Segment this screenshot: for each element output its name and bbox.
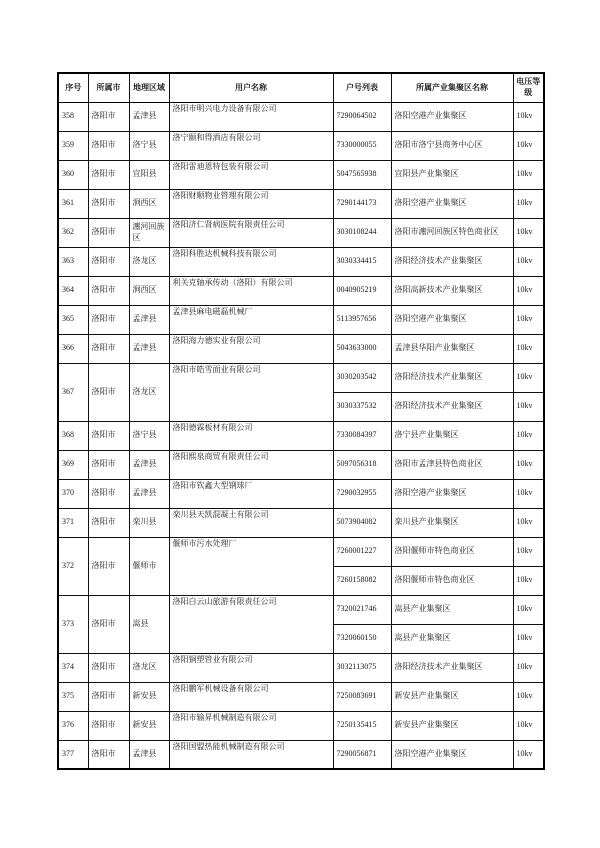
cell-account: 7290144173 xyxy=(333,189,391,218)
cell-region: 孟津县 xyxy=(129,305,169,334)
cell-cluster: 洛阳空港产业集聚区 xyxy=(391,479,513,508)
cell-region: 洛龙区 xyxy=(129,363,169,421)
cell-voltage: 10kv xyxy=(513,450,544,479)
cell-city: 洛阳市 xyxy=(88,305,129,334)
cell-name: 洛阳白云山旅游有限责任公司 xyxy=(169,595,333,653)
table-row xyxy=(58,479,544,508)
cell-no: 375 xyxy=(58,682,88,711)
cell-cluster: 洛宁县产业集聚区 xyxy=(391,421,513,450)
cell-voltage: 10kv xyxy=(513,624,544,653)
cell-name: 洛宁颐和得酒店有限公司 xyxy=(169,131,333,160)
cell-voltage: 10kv xyxy=(513,218,544,247)
cell-no: 377 xyxy=(58,740,88,769)
cell-account: 3030203542 xyxy=(333,363,391,392)
table-body xyxy=(58,102,544,769)
cell-voltage: 10kv xyxy=(513,740,544,769)
cell-city: 洛阳市 xyxy=(88,218,129,247)
cell-region: 新安县 xyxy=(129,711,169,740)
cell-city: 洛阳市 xyxy=(88,421,129,450)
cell-no: 371 xyxy=(58,508,88,537)
cell-no: 374 xyxy=(58,653,88,682)
cell-name: 偃师市污水处理厂 xyxy=(169,537,333,595)
cell-cluster: 洛阳偃师市特色商业区 xyxy=(391,537,513,566)
cell-voltage: 10kv xyxy=(513,276,544,305)
table-row xyxy=(58,247,544,276)
cell-city: 洛阳市 xyxy=(88,508,129,537)
cell-account: 7250135415 xyxy=(333,711,391,740)
cell-region: 新安县 xyxy=(129,682,169,711)
cell-no: 367 xyxy=(58,363,88,421)
cell-name: 洛阳市钦鑫大型钢球厂 xyxy=(169,479,333,508)
cell-account: 3030337532 xyxy=(333,392,391,421)
cell-no: 358 xyxy=(58,102,88,131)
cell-name: 洛阳熙泉商贸有限责任公司 xyxy=(169,450,333,479)
table-row xyxy=(58,102,544,131)
cell-city: 洛阳市 xyxy=(88,160,129,189)
cell-name: 洛阳市明兴电力设备有限公司 xyxy=(169,102,333,131)
cell-city: 洛阳市 xyxy=(88,334,129,363)
cell-name: 孟津县麻电磁磊机械厂 xyxy=(169,305,333,334)
cell-city: 洛阳市 xyxy=(88,740,129,769)
cell-voltage: 10kv xyxy=(513,131,544,160)
cell-voltage: 10kv xyxy=(513,334,544,363)
cell-name: 洛阳济仁肾病医院有限责任公司 xyxy=(169,218,333,247)
cell-no: 360 xyxy=(58,160,88,189)
cell-region: 偃师市 xyxy=(129,537,169,595)
table-row xyxy=(58,653,544,682)
cell-name: 洛阳科胜达机械科技有限公司 xyxy=(169,247,333,276)
cell-region: 洛宁县 xyxy=(129,131,169,160)
cell-account: 7260158082 xyxy=(333,566,391,595)
header-user-name: 用户名称 xyxy=(169,73,333,102)
cell-name: 洛阳铜塑管业有限公司 xyxy=(169,653,333,682)
cell-city: 洛阳市 xyxy=(88,276,129,305)
table-row xyxy=(58,276,544,305)
header-row xyxy=(58,73,544,102)
cell-region: 涧西区 xyxy=(129,189,169,218)
cell-cluster: 洛阳经济技术产业集聚区 xyxy=(391,247,513,276)
cell-city: 洛阳市 xyxy=(88,479,129,508)
cell-voltage: 10kv xyxy=(513,189,544,218)
users-table xyxy=(57,72,545,770)
cell-name: 洛阳德霖板材有限公司 xyxy=(169,421,333,450)
table-row xyxy=(58,305,544,334)
cell-region: 洛龙区 xyxy=(129,653,169,682)
cell-cluster: 嵩县产业集聚区 xyxy=(391,595,513,624)
cell-cluster: 洛阳偃师市特色商业区 xyxy=(391,566,513,595)
cell-region: 宜阳县 xyxy=(129,160,169,189)
cell-no: 362 xyxy=(58,218,88,247)
header-voltage-level: 电压等级 xyxy=(513,73,544,102)
cell-city: 洛阳市 xyxy=(88,189,129,218)
cell-city: 洛阳市 xyxy=(88,450,129,479)
cell-account: 5047565938 xyxy=(333,160,391,189)
header-account-list: 户号列表 xyxy=(333,73,391,102)
header-geographic-region: 地理区域 xyxy=(129,73,169,102)
table-row xyxy=(58,682,544,711)
table-row xyxy=(58,421,544,450)
cell-account: 0040905219 xyxy=(333,276,391,305)
cell-name: 洛阳国盟热能机械制造有限公司 xyxy=(169,740,333,769)
cell-cluster: 洛阳市孟津县特色商业区 xyxy=(391,450,513,479)
cell-no: 368 xyxy=(58,421,88,450)
cell-account: 5073904082 xyxy=(333,508,391,537)
cell-name: 洛阳市输昇机械制造有限公司 xyxy=(169,711,333,740)
cell-voltage: 10kv xyxy=(513,160,544,189)
cell-cluster: 嵩县产业集聚区 xyxy=(391,624,513,653)
cell-name: 洛阳财顺物业管理有限公司 xyxy=(169,189,333,218)
cell-cluster: 洛阳空港产业集聚区 xyxy=(391,189,513,218)
cell-cluster: 宜阳县产业集聚区 xyxy=(391,160,513,189)
cell-account: 3032113075 xyxy=(333,653,391,682)
cell-city: 洛阳市 xyxy=(88,653,129,682)
cell-cluster: 新安县产业集聚区 xyxy=(391,711,513,740)
cell-account: 3030108244 xyxy=(333,218,391,247)
table-row xyxy=(58,334,544,363)
table-row xyxy=(58,450,544,479)
cell-name: 栾川县天凯混凝土有限公司 xyxy=(169,508,333,537)
cell-no: 363 xyxy=(58,247,88,276)
table-header xyxy=(58,73,544,102)
cell-account: 7330084397 xyxy=(333,421,391,450)
cell-cluster: 新安县产业集聚区 xyxy=(391,682,513,711)
cell-voltage: 10kv xyxy=(513,305,544,334)
table-row xyxy=(58,711,544,740)
cell-no: 372 xyxy=(58,537,88,595)
header-serial-number: 序号 xyxy=(58,73,88,102)
cell-voltage: 10kv xyxy=(513,566,544,595)
cell-cluster: 洛阳空港产业集聚区 xyxy=(391,740,513,769)
cell-city: 洛阳市 xyxy=(88,131,129,160)
cell-city: 洛阳市 xyxy=(88,537,129,595)
cell-voltage: 10kv xyxy=(513,508,544,537)
cell-region: 孟津县 xyxy=(129,740,169,769)
cell-city: 洛阳市 xyxy=(88,595,129,653)
table-row xyxy=(58,160,544,189)
cell-city: 洛阳市 xyxy=(88,682,129,711)
cell-voltage: 10kv xyxy=(513,363,544,392)
table-row xyxy=(58,537,544,566)
cell-account: 7330000055 xyxy=(333,131,391,160)
cell-account: 7290056871 xyxy=(333,740,391,769)
cell-no: 369 xyxy=(58,450,88,479)
cell-no: 370 xyxy=(58,479,88,508)
cell-cluster: 洛阳经济技术产业集聚区 xyxy=(391,653,513,682)
cell-name: 洛阳市皓雪面业有限公司 xyxy=(169,363,333,421)
cell-city: 洛阳市 xyxy=(88,711,129,740)
cell-cluster: 洛阳空港产业集聚区 xyxy=(391,102,513,131)
table-row xyxy=(58,740,544,769)
cell-name: 洛阳海力德实业有限公司 xyxy=(169,334,333,363)
cell-cluster: 孟津县华阳产业集聚区 xyxy=(391,334,513,363)
cell-cluster: 洛阳空港产业集聚区 xyxy=(391,305,513,334)
cell-voltage: 10kv xyxy=(513,247,544,276)
cell-voltage: 10kv xyxy=(513,653,544,682)
header-city: 所属市 xyxy=(88,73,129,102)
cell-voltage: 10kv xyxy=(513,537,544,566)
cell-account: 5097056318 xyxy=(333,450,391,479)
cell-account: 7320060150 xyxy=(333,624,391,653)
cell-cluster: 洛阳市瀍河回族区特色商业区 xyxy=(391,218,513,247)
cell-voltage: 10kv xyxy=(513,682,544,711)
cell-no: 365 xyxy=(58,305,88,334)
table-row xyxy=(58,218,544,247)
cell-name: 利关克轴承传动（洛阳）有限公司 xyxy=(169,276,333,305)
cell-account: 7290032955 xyxy=(333,479,391,508)
cell-name: 洛阳雷迪恩特包装有限公司 xyxy=(169,160,333,189)
table-row xyxy=(58,189,544,218)
cell-cluster: 洛阳经济技术产业集聚区 xyxy=(391,363,513,392)
cell-no: 373 xyxy=(58,595,88,653)
cell-no: 361 xyxy=(58,189,88,218)
cell-region: 涧西区 xyxy=(129,276,169,305)
cell-region: 洛龙区 xyxy=(129,247,169,276)
cell-city: 洛阳市 xyxy=(88,363,129,421)
cell-account: 5043633000 xyxy=(333,334,391,363)
cell-account: 3030334415 xyxy=(333,247,391,276)
cell-region: 孟津县 xyxy=(129,450,169,479)
cell-voltage: 10kv xyxy=(513,595,544,624)
cell-name: 洛阳鹏军机械设备有限公司 xyxy=(169,682,333,711)
cell-account: 7250083691 xyxy=(333,682,391,711)
table-row xyxy=(58,595,544,624)
cell-region: 孟津县 xyxy=(129,479,169,508)
cell-region: 洛宁县 xyxy=(129,421,169,450)
cell-voltage: 10kv xyxy=(513,421,544,450)
table-row xyxy=(58,363,544,392)
cell-cluster: 洛阳高新技术产业集聚区 xyxy=(391,276,513,305)
cell-voltage: 10kv xyxy=(513,711,544,740)
cell-cluster: 栾川县产业集聚区 xyxy=(391,508,513,537)
table-row xyxy=(58,131,544,160)
cell-city: 洛阳市 xyxy=(88,102,129,131)
header-industrial-cluster-name: 所属产业集聚区名称 xyxy=(391,73,513,102)
cell-cluster: 洛阳经济技术产业集聚区 xyxy=(391,392,513,421)
cell-region: 栾川县 xyxy=(129,508,169,537)
cell-no: 376 xyxy=(58,711,88,740)
cell-city: 洛阳市 xyxy=(88,247,129,276)
cell-cluster: 洛阳市洛宁县商务中心区 xyxy=(391,131,513,160)
cell-account: 7320021746 xyxy=(333,595,391,624)
cell-region: 嵩县 xyxy=(129,595,169,653)
cell-voltage: 10kv xyxy=(513,102,544,131)
cell-region: 孟津县 xyxy=(129,334,169,363)
cell-voltage: 10kv xyxy=(513,392,544,421)
cell-no: 366 xyxy=(58,334,88,363)
cell-account: 7290064502 xyxy=(333,102,391,131)
cell-account: 7260001227 xyxy=(333,537,391,566)
table-row xyxy=(58,508,544,537)
cell-no: 364 xyxy=(58,276,88,305)
cell-account: 5113957656 xyxy=(333,305,391,334)
cell-voltage: 10kv xyxy=(513,479,544,508)
cell-region: 瀍河回族区 xyxy=(129,218,169,247)
cell-no: 359 xyxy=(58,131,88,160)
cell-region: 孟津县 xyxy=(129,102,169,131)
